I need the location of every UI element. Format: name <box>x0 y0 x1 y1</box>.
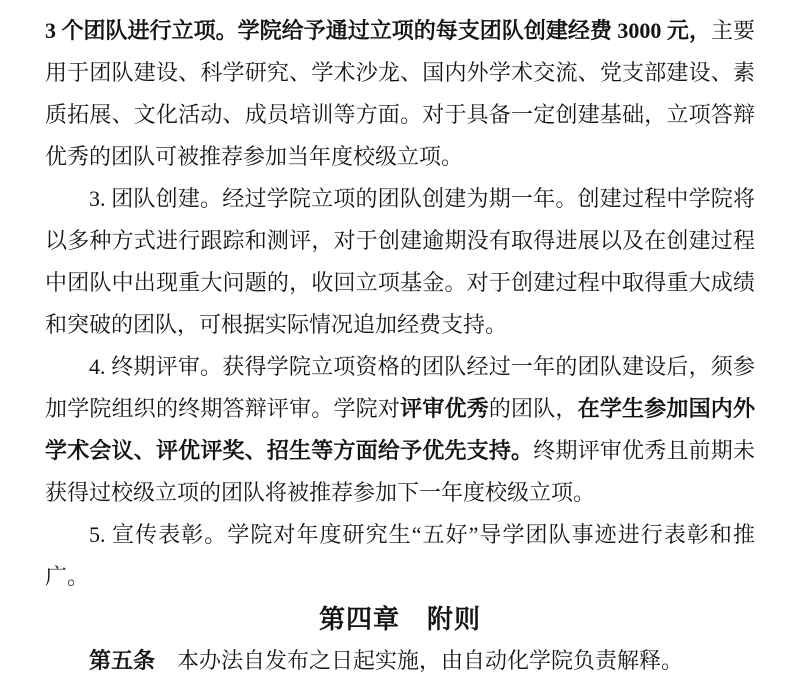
paragraph-final-article <box>45 640 755 682</box>
paragraph-team-creation <box>45 178 755 346</box>
final-review-bold-run-3: 在学生参加国内外学术会议、评优评奖、招生等方面给予优先支持。 <box>45 396 755 463</box>
final-review-run-2: 的团队， <box>488 396 578 421</box>
article-number-label: 第五条 <box>89 648 156 673</box>
team-creation-run: 3. 团队创建。经过学院立项的团队创建为期一年。创建过程中学院将以多种方式进行跟踪和测评，对于创建逾期没有取得进展以及在创建过程中团队中出现重大问题的，收回立项基金。对于创建过程中取得重大成绩和突破的团队，可根据实际情况追加经费支持。 <box>45 186 755 337</box>
chapter-heading: 第四章 附则 <box>318 604 481 634</box>
final-review-run-0: 4. 终期评审。获得学院立项资格的团队经过一年的团队建设后，须参加学院组织的终期答辩评审。学院对 <box>45 354 755 421</box>
paragraph-publicity <box>45 514 755 598</box>
funding-bold-run: 3 个团队进行立项。学院给予通过立项的每支团队创建经费 3000 元， <box>45 18 711 43</box>
funding-regular-run: 主要用于团队建设、科学研究、学术沙龙、国内外学术交流、党支部建设、素质拓展、文化活动、成员培训等方面。对于具备一定创建基础，立项答辩优秀的团队可被推荐参加当年度校级立项。 <box>45 18 755 169</box>
paragraph-funding <box>45 10 755 178</box>
publicity-run: 5. 宣传表彰。学院对年度研究生“五好”导学团队事迹进行表彰和推广。 <box>45 522 755 589</box>
final-review-run-4: 终期评审优秀且前期未获得过校级立项的团队将被推荐参加下一年度校级立项。 <box>45 438 755 505</box>
paragraph-final-review <box>45 346 755 514</box>
final-review-bold-run-1: 评审优秀 <box>400 396 489 421</box>
article-text: 本办法自发布之日起实施，由自动化学院负责解释。 <box>177 648 684 673</box>
